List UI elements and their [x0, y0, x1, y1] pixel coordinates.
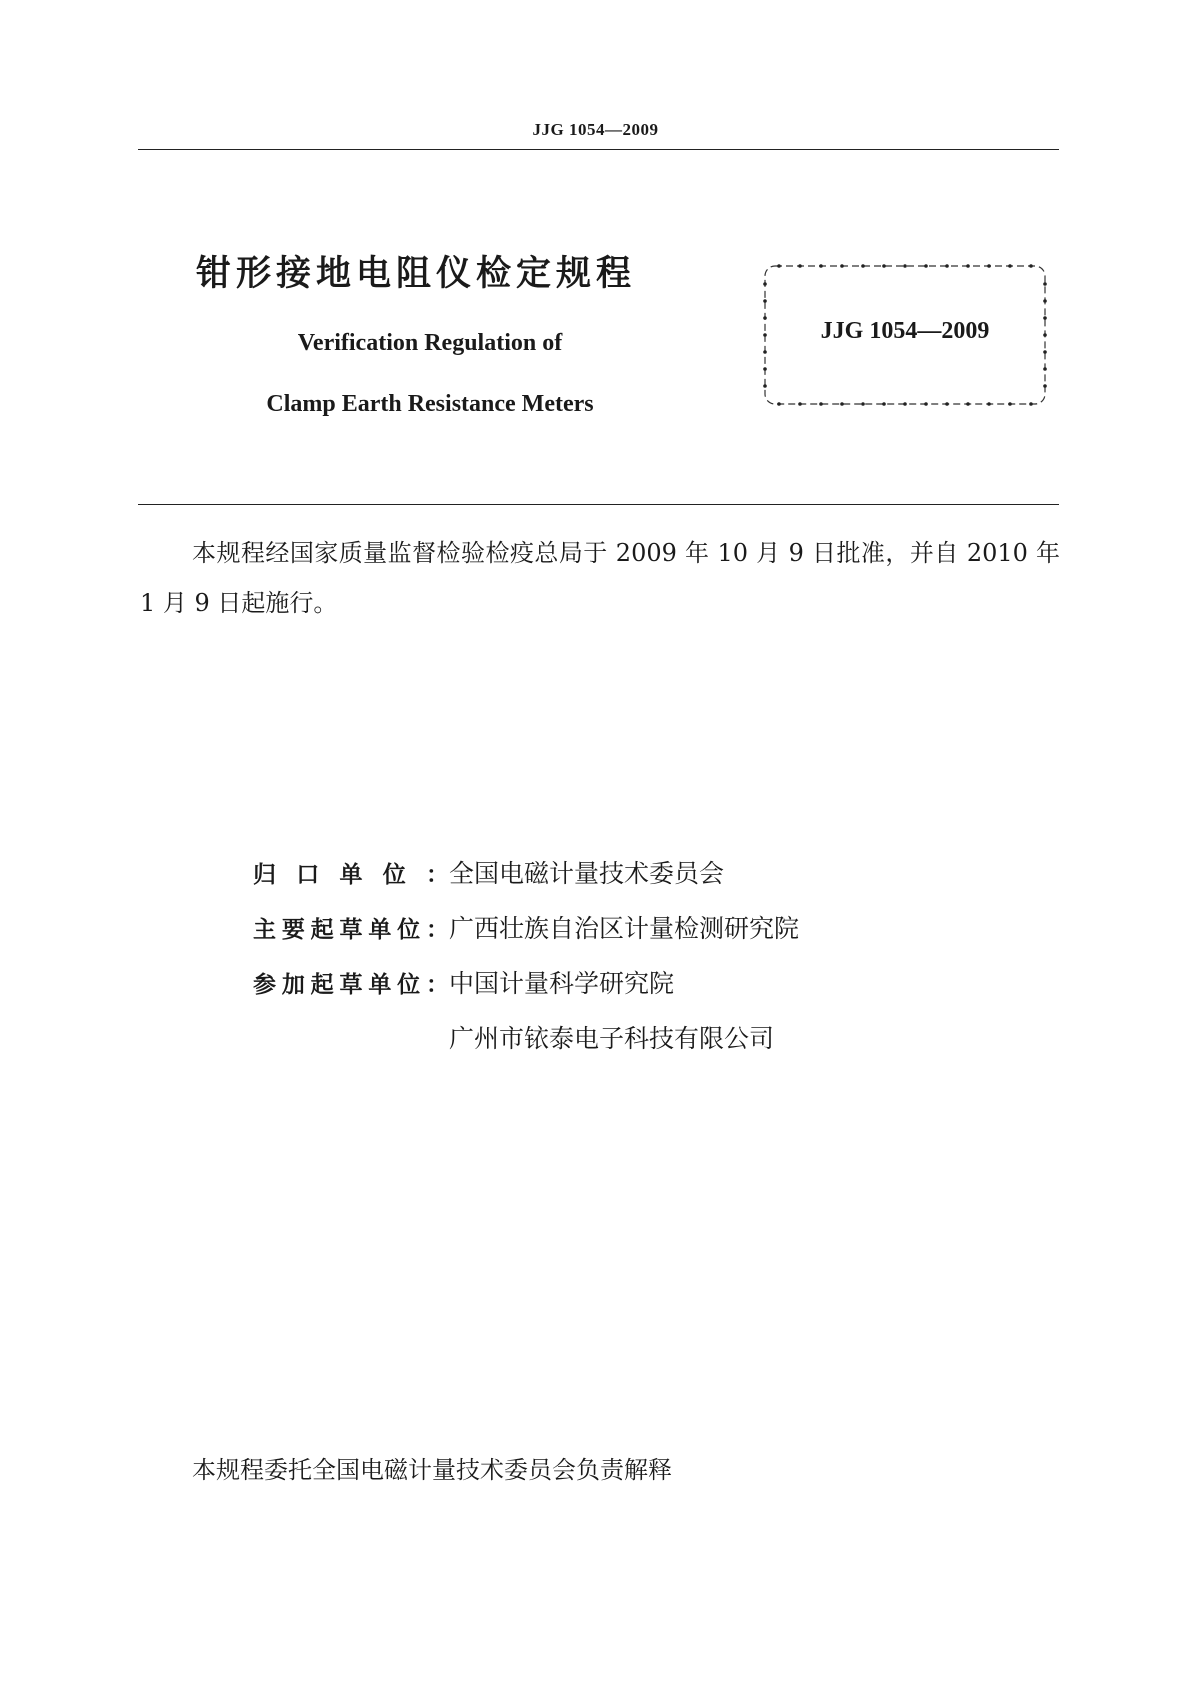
border-dot [924, 402, 928, 406]
title-chinese: 钳形接地电阻仪检定规程 [196, 254, 637, 294]
border-dot [819, 264, 823, 268]
border-dot [1043, 299, 1047, 303]
main-drafter-value: 广西壮族自治区计量检测研究院 [449, 914, 800, 943]
border-dot [763, 384, 767, 388]
border-dot [945, 402, 949, 406]
header-standard-code: JJG 1054—2009 [532, 120, 659, 139]
participating-drafter-value: 中国计量科学研究院 [449, 969, 675, 998]
border-dot [987, 264, 991, 268]
border-dot [763, 299, 767, 303]
section-rule [138, 504, 1059, 505]
border-dot [1008, 402, 1012, 406]
border-dot [777, 264, 781, 268]
title-english-line-1: Verification Regulation of [297, 330, 563, 356]
border-dot [1043, 384, 1047, 388]
border-dot [966, 402, 970, 406]
responsible-unit-label: 归口单位： [253, 862, 449, 888]
approval-statement: 本规程经国家质量监督检验检疫总局于 2009 年 10 月 9 日批准，并自 2010 年 1 月 9 日起施行。 [140, 539, 1060, 617]
main-drafter-row [253, 901, 799, 956]
border-dot [763, 350, 767, 354]
participating-drafter-row [253, 956, 799, 1011]
border-dot [924, 264, 928, 268]
participating-drafter-label: 参加起草单位： [253, 972, 449, 998]
border-dot [840, 402, 844, 406]
border-dot [1008, 264, 1012, 268]
border-dot [882, 264, 886, 268]
border-dot [798, 264, 802, 268]
border-dot [1043, 367, 1047, 371]
border-dot [861, 402, 865, 406]
border-dot [1029, 264, 1033, 268]
border-dot [777, 402, 781, 406]
border-dot [1043, 350, 1047, 354]
border-dot [840, 264, 844, 268]
standard-code-box-text: JJG 1054—2009 [820, 318, 990, 344]
responsible-unit-value: 全国电磁计量技术委员会 [449, 859, 725, 888]
border-dot [819, 402, 823, 406]
main-drafter-label: 主要起草单位： [253, 917, 449, 943]
standard-code-box [759, 260, 1051, 410]
border-dot [945, 264, 949, 268]
responsible-unit-row [253, 846, 799, 901]
border-dot [1029, 402, 1033, 406]
border-dot [798, 402, 802, 406]
border-dot [763, 367, 767, 371]
drafting-units [253, 846, 799, 1066]
title-english-line-2: Clamp Earth Resistance Meters [266, 391, 594, 417]
border-dot [1043, 282, 1047, 286]
interpretation-note: 本规程委托全国电磁计量技术委员会负责解释 [192, 1456, 672, 1484]
participating-drafter-value: 广州市铱泰电子科技有限公司 [449, 1024, 775, 1053]
border-dot [903, 402, 907, 406]
border-dot [763, 282, 767, 286]
header-rule [138, 149, 1059, 150]
border-dot [966, 264, 970, 268]
border-dot [882, 402, 886, 406]
border-dot [987, 402, 991, 406]
participating-drafter-row [253, 1011, 799, 1066]
border-dot [903, 264, 907, 268]
border-dot [861, 264, 865, 268]
